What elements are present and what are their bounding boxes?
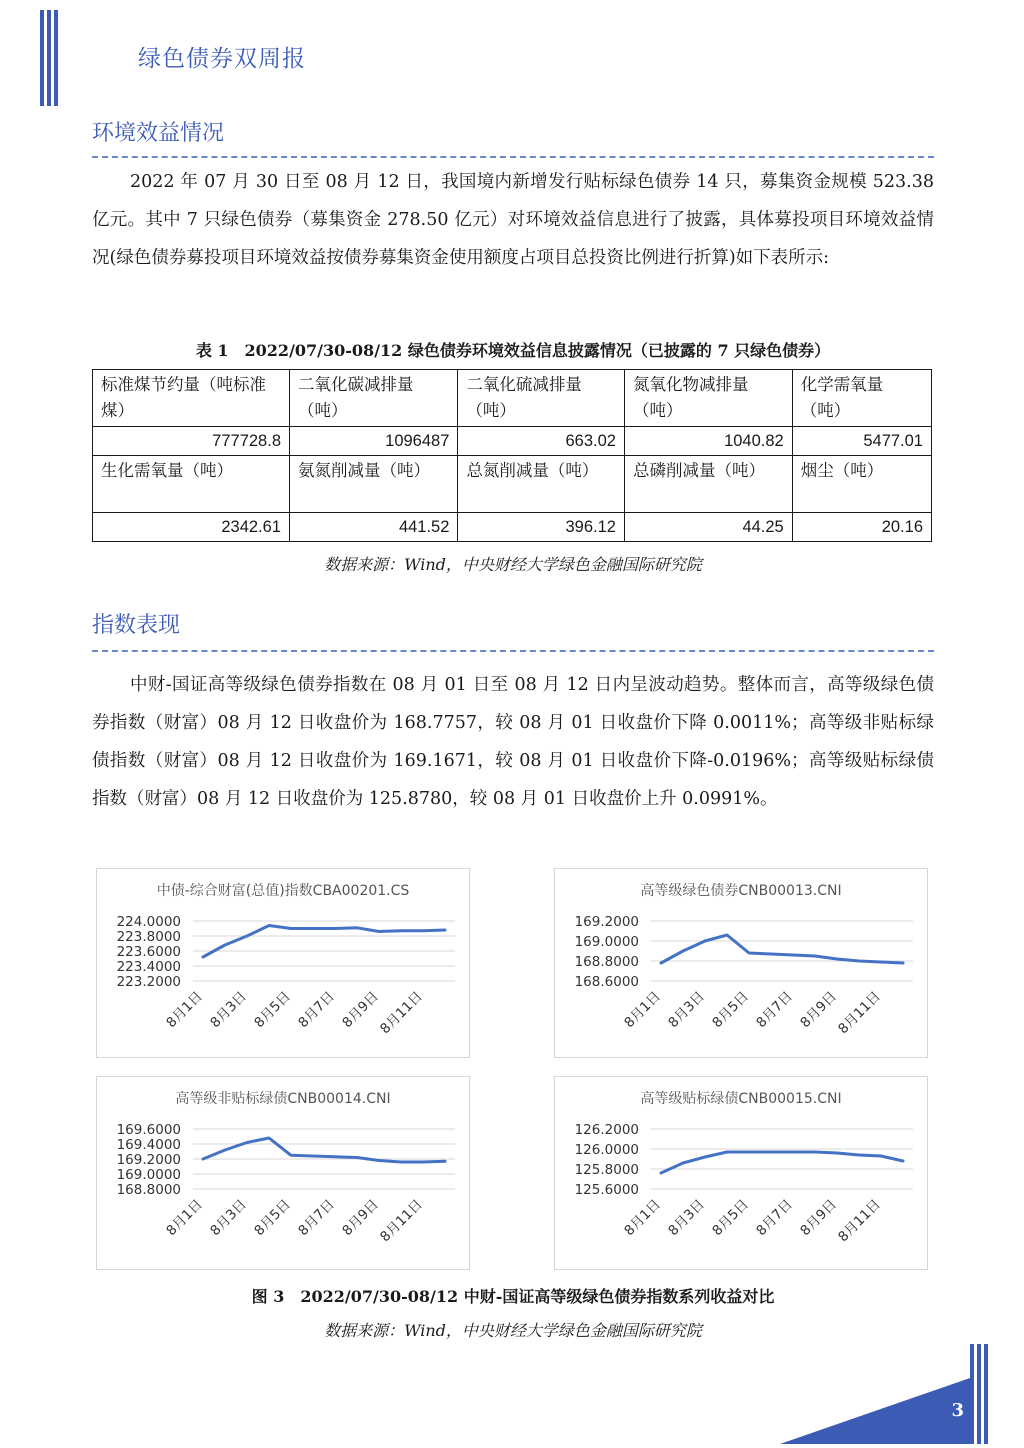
table-cell: 1096487 bbox=[290, 427, 458, 456]
table-header-cell: 生化需氧量（吨） bbox=[93, 456, 290, 513]
table-header-cell: 化学需氧量（吨） bbox=[792, 370, 931, 427]
footer-bar bbox=[970, 1344, 974, 1444]
y-tick-label: 168.8000 bbox=[574, 954, 639, 970]
y-tick-label: 169.0000 bbox=[574, 934, 639, 950]
y-tick-label: 223.6000 bbox=[116, 944, 181, 960]
y-tick-label: 224.0000 bbox=[116, 914, 181, 930]
x-tick-label: 8月7日 bbox=[295, 988, 338, 1032]
x-tick-label: 8月1日 bbox=[163, 1196, 206, 1240]
table-cell: 2342.61 bbox=[93, 513, 290, 542]
header-bar bbox=[40, 10, 44, 106]
header-bar bbox=[47, 10, 51, 106]
x-tick-label: 8月3日 bbox=[665, 1196, 708, 1240]
y-tick-label: 125.6000 bbox=[574, 1182, 639, 1198]
x-tick-label: 8月11日 bbox=[835, 988, 884, 1038]
environment-paragraph bbox=[92, 163, 934, 277]
x-tick-label: 8月1日 bbox=[621, 988, 664, 1032]
x-tick-label: 8月7日 bbox=[753, 1196, 796, 1240]
table-header-cell: 总磷削减量（吨） bbox=[624, 456, 792, 513]
table-cell: 441.52 bbox=[290, 513, 458, 542]
environment-table bbox=[92, 369, 932, 542]
x-tick-label: 8月11日 bbox=[377, 988, 426, 1038]
table-header-row bbox=[93, 456, 932, 513]
footer-triangle-shape bbox=[780, 1378, 970, 1444]
table-cell: 1040.82 bbox=[624, 427, 792, 456]
y-tick-label: 223.4000 bbox=[116, 959, 181, 975]
x-tick-label: 8月5日 bbox=[709, 988, 752, 1032]
chart-title: 高等级绿色债券CNB00013.CNI bbox=[640, 883, 842, 899]
series-line bbox=[203, 1138, 445, 1162]
chart-panel bbox=[96, 1076, 470, 1270]
table-cell: 396.12 bbox=[458, 513, 625, 542]
index-paragraph bbox=[92, 666, 934, 818]
x-tick-label: 8月5日 bbox=[251, 988, 294, 1032]
figure-caption: 图 3 2022/07/30-08/12 中财-国证高等级绿色债券指数系列收益对比 bbox=[251, 1287, 775, 1306]
x-tick-label: 8月3日 bbox=[207, 988, 250, 1032]
footer-bar bbox=[984, 1344, 988, 1444]
y-tick-label: 169.2000 bbox=[574, 914, 639, 930]
section-divider bbox=[92, 650, 934, 652]
section-title-environment: 环境效益情况 bbox=[92, 121, 225, 146]
table-cell: 777728.8 bbox=[93, 427, 290, 456]
y-tick-label: 223.2000 bbox=[116, 974, 181, 990]
x-tick-label: 8月9日 bbox=[797, 988, 840, 1032]
x-tick-label: 8月11日 bbox=[835, 1196, 884, 1246]
table-header-cell: 二氧化碳减排量（吨） bbox=[290, 370, 458, 427]
figure-source: 数据来源：Wind，中央财经大学绿色金融国际研究院 bbox=[324, 1321, 702, 1340]
footer-bar bbox=[977, 1344, 981, 1444]
chart-panel bbox=[554, 868, 928, 1058]
y-tick-label: 169.0000 bbox=[116, 1167, 181, 1183]
series-line bbox=[661, 1152, 903, 1173]
table-header-cell: 烟尘（吨） bbox=[792, 456, 931, 513]
table-header-cell: 氨氮削减量（吨） bbox=[290, 456, 458, 513]
table-cell: 5477.01 bbox=[792, 427, 931, 456]
x-tick-label: 8月9日 bbox=[339, 988, 382, 1032]
x-tick-label: 8月1日 bbox=[163, 988, 206, 1032]
footer-triangle bbox=[780, 1378, 970, 1444]
paragraph-text: 中财-国证高等级绿色债券指数在 08 月 01 日至 08 月 12 日内呈波动趋势。整体而言，高等级绿色债券指数（财富）08 月 12 日收盘价为 168.7757，较 08 月 01 日收盘价下降 0.0011%；高等级非贴标绿债指数（财富）08 月 12 日收盘价为 169.1671，较 08 月 01 日收盘价下降-0.0196%；高等级贴标绿债指数（财富）08 月 12 日收盘价为 125.8780，较 08 月 01 日收盘价上升 0.0991%。 bbox=[92, 675, 934, 809]
index-line-chart bbox=[97, 1077, 469, 1269]
header-bar bbox=[54, 10, 58, 106]
table-source: 数据来源：Wind，中央财经大学绿色金融国际研究院 bbox=[324, 555, 702, 574]
report-title: 绿色债券双周报 bbox=[138, 46, 306, 72]
x-tick-label: 8月9日 bbox=[797, 1196, 840, 1240]
x-tick-label: 8月3日 bbox=[207, 1196, 250, 1240]
table-cell: 20.16 bbox=[792, 513, 931, 542]
chart-title: 高等级非贴标绿债CNB00014.CNI bbox=[175, 1091, 391, 1107]
chart-title: 高等级贴标绿债CNB00015.CNI bbox=[640, 1091, 842, 1107]
y-tick-label: 168.6000 bbox=[574, 974, 639, 990]
table-header-cell: 标准煤节约量（吨标准煤） bbox=[93, 370, 290, 427]
index-line-chart bbox=[97, 869, 469, 1057]
x-tick-label: 8月5日 bbox=[251, 1196, 294, 1240]
y-tick-label: 223.8000 bbox=[116, 929, 181, 945]
table-row bbox=[93, 427, 932, 456]
index-line-chart bbox=[555, 1077, 927, 1269]
chart-panel bbox=[96, 868, 470, 1058]
table-cell: 44.25 bbox=[624, 513, 792, 542]
x-tick-label: 8月9日 bbox=[339, 1196, 382, 1240]
table-header-row bbox=[93, 370, 932, 427]
y-tick-label: 169.6000 bbox=[116, 1122, 181, 1138]
index-line-chart bbox=[555, 869, 927, 1057]
series-line bbox=[203, 926, 445, 958]
page-number: 3 bbox=[951, 1400, 964, 1421]
x-tick-label: 8月7日 bbox=[295, 1196, 338, 1240]
table-header-cell: 总氮削减量（吨） bbox=[458, 456, 625, 513]
table-header-cell: 氮氧化物减排量（吨） bbox=[624, 370, 792, 427]
y-tick-label: 126.2000 bbox=[574, 1122, 639, 1138]
series-line bbox=[661, 935, 903, 963]
y-tick-label: 125.8000 bbox=[574, 1162, 639, 1178]
table-cell: 663.02 bbox=[458, 427, 625, 456]
x-tick-label: 8月11日 bbox=[377, 1196, 426, 1246]
table-caption: 表 1 2022/07/30-08/12 绿色债券环境效益信息披露情况（已披露的 7 只绿色债券） bbox=[195, 341, 831, 360]
y-tick-label: 168.8000 bbox=[116, 1182, 181, 1198]
x-tick-label: 8月1日 bbox=[621, 1196, 664, 1240]
table-header-cell: 二氧化硫减排量（吨） bbox=[458, 370, 625, 427]
y-tick-label: 169.2000 bbox=[116, 1152, 181, 1168]
x-tick-label: 8月5日 bbox=[709, 1196, 752, 1240]
chart-panel bbox=[554, 1076, 928, 1270]
x-tick-label: 8月7日 bbox=[753, 988, 796, 1032]
table-row bbox=[93, 513, 932, 542]
x-tick-label: 8月3日 bbox=[665, 988, 708, 1032]
paragraph-text: 2022 年 07 月 30 日至 08 月 12 日，我国境内新增发行贴标绿色债券 14 只，募集资金规模 523.38 亿元。其中 7 只绿色债券（募集资金 278.50 亿元）对环境效益信息进行了披露，具体募投项目环境效益情况(绿色债券募投项目环境效益按债券募集资金使用额度占项目总投资比例进行折算)如下表所示: bbox=[92, 172, 934, 268]
section-title-index: 指数表现 bbox=[92, 613, 181, 638]
section-divider bbox=[92, 156, 934, 158]
y-tick-label: 126.0000 bbox=[574, 1142, 639, 1158]
y-tick-label: 169.4000 bbox=[116, 1137, 181, 1153]
chart-title: 中债-综合财富(总值)指数CBA00201.CS bbox=[156, 883, 410, 899]
